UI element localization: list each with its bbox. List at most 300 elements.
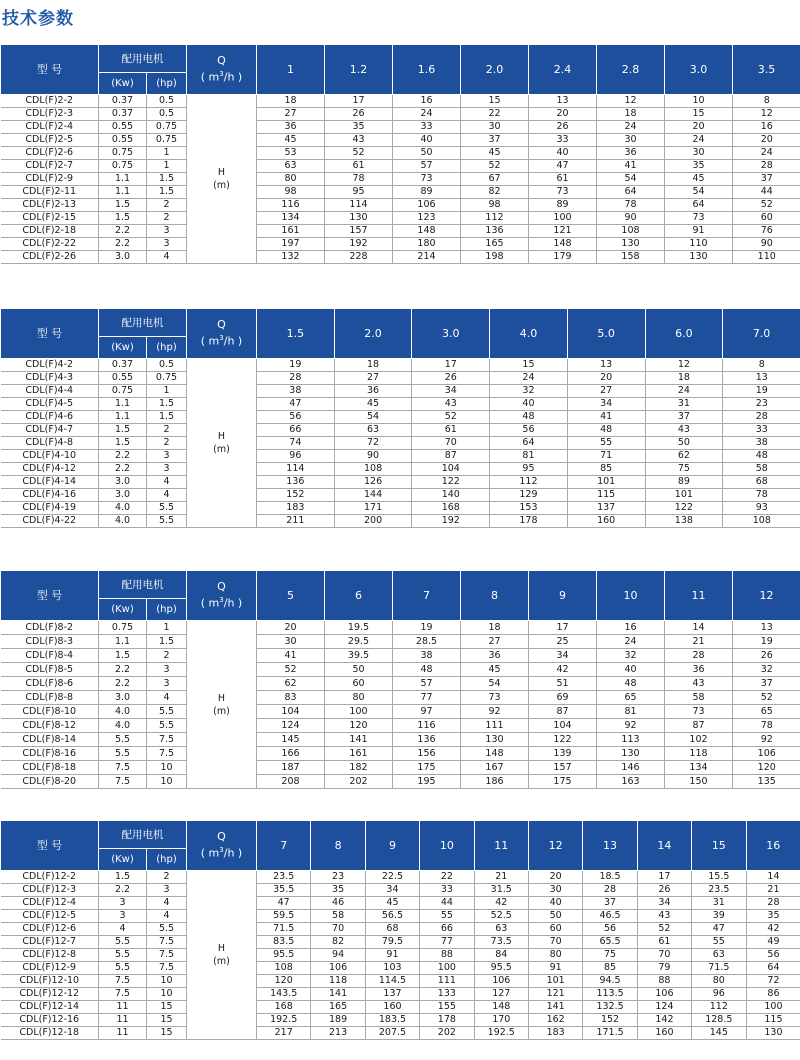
- head-value-cell: 62: [645, 450, 723, 463]
- flow-symbol: Q: [217, 830, 226, 844]
- model-cell: CDL(F)4-16: [1, 489, 99, 502]
- head-value-cell: 162: [528, 1014, 582, 1027]
- head-value-cell: 75: [583, 949, 637, 962]
- head-value-cell: 72: [746, 975, 800, 988]
- table-row: [1, 476, 800, 489]
- flow-unit: [187, 845, 256, 859]
- model-cell: CDL(F)4-4: [1, 385, 99, 398]
- motor-header: 配用电机: [99, 45, 187, 73]
- head-value-cell: 89: [529, 199, 597, 212]
- head-value-cell: 22: [420, 871, 474, 884]
- model-cell: CDL(F)12-18: [1, 1027, 99, 1040]
- head-value-cell: 44: [733, 186, 800, 199]
- head-value-cell: 61: [325, 160, 393, 173]
- head-value-cell: 20: [528, 871, 582, 884]
- model-cell: CDL(F)12-14: [1, 1001, 99, 1014]
- head-value-cell: 152: [583, 1014, 637, 1027]
- head-value-cell: 92: [733, 733, 800, 747]
- head-value-cell: 106: [474, 975, 528, 988]
- head-value-cell: 10: [665, 95, 733, 108]
- head-symbol: H: [217, 943, 226, 954]
- head-value-cell: 148: [393, 225, 461, 238]
- head-value-cell: 19.5: [325, 621, 393, 635]
- hp-cell: 4: [147, 691, 187, 705]
- kw-cell: 0.37: [99, 108, 147, 121]
- head-label: [187, 621, 257, 789]
- head-value-cell: 38: [723, 437, 800, 450]
- head-value-cell: 21: [665, 635, 733, 649]
- motor-header: 配用电机: [99, 309, 187, 337]
- head-value-cell: 168: [412, 502, 490, 515]
- head-value-cell: 37: [583, 897, 637, 910]
- head-value-cell: 202: [325, 775, 393, 789]
- head-value-cell: 18: [645, 372, 723, 385]
- hp-cell: 4: [147, 476, 187, 489]
- head-value-cell: 197: [257, 238, 325, 251]
- head-value-cell: 41: [257, 649, 325, 663]
- head-value-cell: 32: [490, 385, 568, 398]
- head-value-cell: 112: [490, 476, 568, 489]
- table-row: [1, 186, 800, 199]
- hp-cell: 2: [147, 212, 187, 225]
- head-symbol: H: [217, 167, 226, 178]
- flow-value: 2.4: [529, 45, 597, 95]
- head-value-cell: 48: [393, 663, 461, 677]
- kw-cell: 4.0: [99, 705, 147, 719]
- head-value-cell: 33: [723, 424, 800, 437]
- head-value-cell: 113: [597, 733, 665, 747]
- head-value-cell: 73: [665, 705, 733, 719]
- head-value-cell: 24: [393, 108, 461, 121]
- model-cell: CDL(F)8-3: [1, 635, 99, 649]
- head-value-cell: 69: [529, 691, 597, 705]
- head-value-cell: 20: [733, 134, 800, 147]
- head-value-cell: 41: [597, 160, 665, 173]
- kw-cell: 3.0: [99, 691, 147, 705]
- head-value-cell: 23: [723, 398, 800, 411]
- head-value-cell: 192: [412, 515, 490, 528]
- flow-value: 3.0: [665, 45, 733, 95]
- head-value-cell: 17: [412, 359, 490, 372]
- head-value-cell: 27: [567, 385, 645, 398]
- flow-value: 16: [746, 821, 800, 871]
- head-value-cell: 90: [334, 450, 412, 463]
- head-value-cell: 121: [529, 225, 597, 238]
- head-value-cell: 63: [334, 424, 412, 437]
- header-row: [1, 45, 800, 73]
- table-row: [1, 975, 800, 988]
- head-value-cell: 92: [461, 705, 529, 719]
- table-row: [1, 502, 800, 515]
- head-value-cell: 98: [257, 186, 325, 199]
- flow-value: 6: [325, 571, 393, 621]
- head-value-cell: 26: [529, 121, 597, 134]
- head-value-cell: 23.5: [257, 871, 311, 884]
- kw-header: (Kw): [99, 337, 147, 359]
- head-value-cell: 19: [723, 385, 800, 398]
- head-value-cell: 28: [723, 411, 800, 424]
- hp-cell: 15: [147, 1027, 187, 1040]
- flow-unit-post: /h ): [223, 596, 243, 610]
- head-unit: (m): [213, 956, 230, 967]
- head-value-cell: 83.5: [257, 936, 311, 949]
- head-value-cell: 35.5: [257, 884, 311, 897]
- head-symbol: H: [217, 431, 226, 442]
- head-value-cell: 89: [393, 186, 461, 199]
- flow-value: 2.0: [461, 45, 529, 95]
- head-value-cell: 150: [665, 775, 733, 789]
- hp-cell: 7.5: [147, 962, 187, 975]
- head-value-cell: 94: [311, 949, 365, 962]
- head-value-cell: 34: [412, 385, 490, 398]
- head-value-cell: 18: [257, 95, 325, 108]
- head-value-cell: 22.5: [365, 871, 419, 884]
- head-value-cell: 95: [490, 463, 568, 476]
- flow-value: 7: [393, 571, 461, 621]
- head-value-cell: 50: [528, 910, 582, 923]
- head-value-cell: 32: [597, 649, 665, 663]
- head-value-cell: 64: [490, 437, 568, 450]
- head-value-cell: 62: [257, 677, 325, 691]
- kw-cell: 11: [99, 1014, 147, 1027]
- head-value-cell: 48: [723, 450, 800, 463]
- table-row: [1, 719, 800, 733]
- head-value-cell: 58: [665, 691, 733, 705]
- head-value-cell: 114.5: [365, 975, 419, 988]
- head-value-cell: 141: [311, 988, 365, 1001]
- head-value-cell: 128.5: [692, 1014, 746, 1027]
- model-cell: CDL(F)2-4: [1, 121, 99, 134]
- head-value-cell: 52: [325, 147, 393, 160]
- hp-cell: 10: [147, 975, 187, 988]
- flow-value: 3.5: [733, 45, 800, 95]
- model-cell: CDL(F)12-3: [1, 884, 99, 897]
- head-value-cell: 16: [597, 621, 665, 635]
- head-value-cell: 141: [528, 1001, 582, 1014]
- head-value-cell: 70: [412, 437, 490, 450]
- head-value-cell: 93: [723, 502, 800, 515]
- head-value-cell: 19: [733, 635, 800, 649]
- head-value-cell: 18: [597, 108, 665, 121]
- head-value-cell: 37: [461, 134, 529, 147]
- kw-cell: 2.2: [99, 677, 147, 691]
- table-row: [1, 635, 800, 649]
- spec-table-3: [0, 570, 800, 789]
- head-value-cell: 208: [257, 775, 325, 789]
- head-value-cell: 91: [365, 949, 419, 962]
- head-value-cell: 73: [393, 173, 461, 186]
- hp-cell: 7.5: [147, 936, 187, 949]
- head-value-cell: 138: [645, 515, 723, 528]
- hp-cell: 1.5: [147, 186, 187, 199]
- model-cell: CDL(F)12-7: [1, 936, 99, 949]
- head-value-cell: 28: [583, 884, 637, 897]
- head-value-cell: 183.5: [365, 1014, 419, 1027]
- table-row: [1, 238, 800, 251]
- head-value-cell: 35: [665, 160, 733, 173]
- kw-cell: 1.1: [99, 635, 147, 649]
- head-value-cell: 148: [461, 747, 529, 761]
- head-value-cell: 183: [257, 502, 335, 515]
- hp-cell: 1: [147, 621, 187, 635]
- hp-cell: 10: [147, 775, 187, 789]
- head-value-cell: 64: [597, 186, 665, 199]
- model-cell: CDL(F)2-9: [1, 173, 99, 186]
- head-value-cell: 40: [490, 398, 568, 411]
- model-cell: CDL(F)12-6: [1, 923, 99, 936]
- head-value-cell: 179: [529, 251, 597, 264]
- hp-cell: 0.75: [147, 134, 187, 147]
- spec-table-1: [0, 44, 800, 264]
- head-value-cell: 73: [665, 212, 733, 225]
- head-value-cell: 70: [637, 949, 691, 962]
- flow-value: 1.6: [393, 45, 461, 95]
- model-header: 型 号: [1, 571, 99, 621]
- head-value-cell: 35: [311, 884, 365, 897]
- head-value-cell: 80: [325, 691, 393, 705]
- hp-cell: 0.5: [147, 359, 187, 372]
- head-value-cell: 49: [746, 936, 800, 949]
- head-value-cell: 8: [723, 359, 800, 372]
- hp-header: (hp): [147, 73, 187, 95]
- head-value-cell: 130: [325, 212, 393, 225]
- flow-value: 13: [583, 821, 637, 871]
- flow-value: 10: [597, 571, 665, 621]
- kw-cell: 0.75: [99, 621, 147, 635]
- head-value-cell: 59.5: [257, 910, 311, 923]
- hp-cell: 15: [147, 1001, 187, 1014]
- head-value-cell: 56: [490, 424, 568, 437]
- model-cell: CDL(F)8-10: [1, 705, 99, 719]
- head-value-cell: 50: [325, 663, 393, 677]
- head-value-cell: 66: [420, 923, 474, 936]
- hp-cell: 0.75: [147, 372, 187, 385]
- head-value-cell: 66: [257, 424, 335, 437]
- head-value-cell: 20: [665, 121, 733, 134]
- head-value-cell: 34: [567, 398, 645, 411]
- head-unit: (m): [213, 444, 230, 455]
- head-value-cell: 186: [461, 775, 529, 789]
- head-value-cell: 56: [746, 949, 800, 962]
- head-value-cell: 61: [412, 424, 490, 437]
- table-row: [1, 424, 800, 437]
- head-value-cell: 80: [692, 975, 746, 988]
- hp-cell: 3: [147, 225, 187, 238]
- head-value-cell: 95.5: [257, 949, 311, 962]
- head-value-cell: 26: [637, 884, 691, 897]
- spec-table-2: [0, 308, 800, 528]
- hp-cell: 4: [147, 910, 187, 923]
- hp-cell: 1: [147, 160, 187, 173]
- head-value-cell: 37: [733, 677, 800, 691]
- table-row: [1, 705, 800, 719]
- table-row: [1, 761, 800, 775]
- model-cell: CDL(F)8-8: [1, 691, 99, 705]
- head-value-cell: 175: [529, 775, 597, 789]
- head-value-cell: 48: [597, 677, 665, 691]
- head-label: [187, 95, 257, 264]
- head-value-cell: 122: [412, 476, 490, 489]
- head-value-cell: 108: [257, 962, 311, 975]
- hp-cell: 1.5: [147, 173, 187, 186]
- hp-cell: 15: [147, 1014, 187, 1027]
- head-value-cell: 79.5: [365, 936, 419, 949]
- head-value-cell: 187: [257, 761, 325, 775]
- head-value-cell: 73: [461, 691, 529, 705]
- flow-value: 6.0: [645, 309, 723, 359]
- header-row: [1, 821, 800, 849]
- hp-cell: 1.5: [147, 398, 187, 411]
- flow-header: [187, 45, 257, 95]
- head-value-cell: 97: [393, 705, 461, 719]
- kw-cell: 3.0: [99, 476, 147, 489]
- head-value-cell: 145: [257, 733, 325, 747]
- hp-cell: 2: [147, 871, 187, 884]
- head-value-cell: 17: [637, 871, 691, 884]
- head-value-cell: 136: [461, 225, 529, 238]
- head-value-cell: 89: [645, 476, 723, 489]
- head-value-cell: 158: [597, 251, 665, 264]
- head-value-cell: 113.5: [583, 988, 637, 1001]
- model-cell: CDL(F)4-6: [1, 411, 99, 424]
- model-cell: CDL(F)4-3: [1, 372, 99, 385]
- flow-value: 1: [257, 45, 325, 95]
- head-value-cell: 15.5: [692, 871, 746, 884]
- kw-cell: 1.1: [99, 173, 147, 186]
- hp-cell: 4: [147, 489, 187, 502]
- head-value-cell: 26: [325, 108, 393, 121]
- head-value-cell: 124: [637, 1001, 691, 1014]
- head-value-cell: 87: [665, 719, 733, 733]
- table-row: [1, 95, 800, 108]
- head-value-cell: 20: [529, 108, 597, 121]
- head-value-cell: 115: [746, 1014, 800, 1027]
- head-value-cell: 55: [420, 910, 474, 923]
- head-value-cell: 54: [334, 411, 412, 424]
- motor-header: 配用电机: [99, 571, 187, 599]
- hp-cell: 7.5: [147, 747, 187, 761]
- head-value-cell: 65: [733, 705, 800, 719]
- head-value-cell: 106: [311, 962, 365, 975]
- head-value-cell: 47: [257, 398, 335, 411]
- head-value-cell: 106: [393, 199, 461, 212]
- head-value-cell: 141: [325, 733, 393, 747]
- head-value-cell: 134: [665, 761, 733, 775]
- head-value-cell: 130: [746, 1027, 800, 1040]
- flow-value: 12: [733, 571, 800, 621]
- table-row: [1, 160, 800, 173]
- head-value-cell: 13: [733, 621, 800, 635]
- head-value-cell: 36: [257, 121, 325, 134]
- head-value-cell: 137: [567, 502, 645, 515]
- head-value-cell: 100: [529, 212, 597, 225]
- head-value-cell: 24: [645, 385, 723, 398]
- hp-cell: 4: [147, 897, 187, 910]
- table-row: [1, 884, 800, 897]
- model-header: 型 号: [1, 821, 99, 871]
- kw-cell: 1.1: [99, 411, 147, 424]
- kw-cell: 7.5: [99, 761, 147, 775]
- model-cell: CDL(F)2-7: [1, 160, 99, 173]
- head-value-cell: 15: [490, 359, 568, 372]
- head-value-cell: 12: [645, 359, 723, 372]
- head-value-cell: 17: [325, 95, 393, 108]
- head-value-cell: 26: [733, 649, 800, 663]
- head-value-cell: 15: [461, 95, 529, 108]
- head-label: [187, 359, 257, 528]
- head-value-cell: 64: [746, 962, 800, 975]
- model-cell: CDL(F)2-15: [1, 212, 99, 225]
- head-value-cell: 52: [733, 199, 800, 212]
- head-value-cell: 100: [325, 705, 393, 719]
- head-value-cell: 57: [393, 677, 461, 691]
- head-value-cell: 87: [529, 705, 597, 719]
- head-value-cell: 48: [567, 424, 645, 437]
- head-value-cell: 72: [334, 437, 412, 450]
- table-row: [1, 251, 800, 264]
- head-value-cell: 192: [325, 238, 393, 251]
- head-value-cell: 211: [257, 515, 335, 528]
- head-value-cell: 34: [365, 884, 419, 897]
- head-value-cell: 165: [461, 238, 529, 251]
- head-value-cell: 12: [597, 95, 665, 108]
- hp-cell: 0.5: [147, 108, 187, 121]
- header-row: [1, 309, 800, 337]
- table-row: [1, 173, 800, 186]
- kw-cell: 4: [99, 923, 147, 936]
- hp-header: (hp): [147, 337, 187, 359]
- kw-cell: 3.0: [99, 489, 147, 502]
- head-value-cell: 136: [393, 733, 461, 747]
- head-value-cell: 129: [490, 489, 568, 502]
- head-value-cell: 63: [474, 923, 528, 936]
- model-cell: CDL(F)12-9: [1, 962, 99, 975]
- flow-value: 8: [461, 571, 529, 621]
- head-value-cell: 189: [311, 1014, 365, 1027]
- kw-cell: 5.5: [99, 936, 147, 949]
- head-value-cell: 126: [334, 476, 412, 489]
- head-value-cell: 81: [490, 450, 568, 463]
- head-value-cell: 77: [420, 936, 474, 949]
- kw-cell: 4.0: [99, 719, 147, 733]
- head-value-cell: 60: [528, 923, 582, 936]
- head-value-cell: 73.5: [474, 936, 528, 949]
- model-cell: CDL(F)8-16: [1, 747, 99, 761]
- head-value-cell: 25: [529, 635, 597, 649]
- head-value-cell: 30: [257, 635, 325, 649]
- head-value-cell: 83: [257, 691, 325, 705]
- head-value-cell: 133: [420, 988, 474, 1001]
- hp-cell: 2: [147, 424, 187, 437]
- table-row: [1, 450, 800, 463]
- kw-cell: 3.0: [99, 251, 147, 264]
- head-value-cell: 142: [637, 1014, 691, 1027]
- model-cell: CDL(F)4-10: [1, 450, 99, 463]
- table-row: [1, 649, 800, 663]
- head-value-cell: 82: [461, 186, 529, 199]
- table-row: [1, 134, 800, 147]
- flow-value: 3.0: [412, 309, 490, 359]
- head-value-cell: 112: [461, 212, 529, 225]
- flow-value: 7: [257, 821, 311, 871]
- head-value-cell: 55: [567, 437, 645, 450]
- head-value-cell: 178: [490, 515, 568, 528]
- head-value-cell: 102: [665, 733, 733, 747]
- head-value-cell: 31.5: [474, 884, 528, 897]
- flow-unit: [187, 595, 256, 609]
- flow-value: 7.0: [723, 309, 800, 359]
- head-value-cell: 79: [637, 962, 691, 975]
